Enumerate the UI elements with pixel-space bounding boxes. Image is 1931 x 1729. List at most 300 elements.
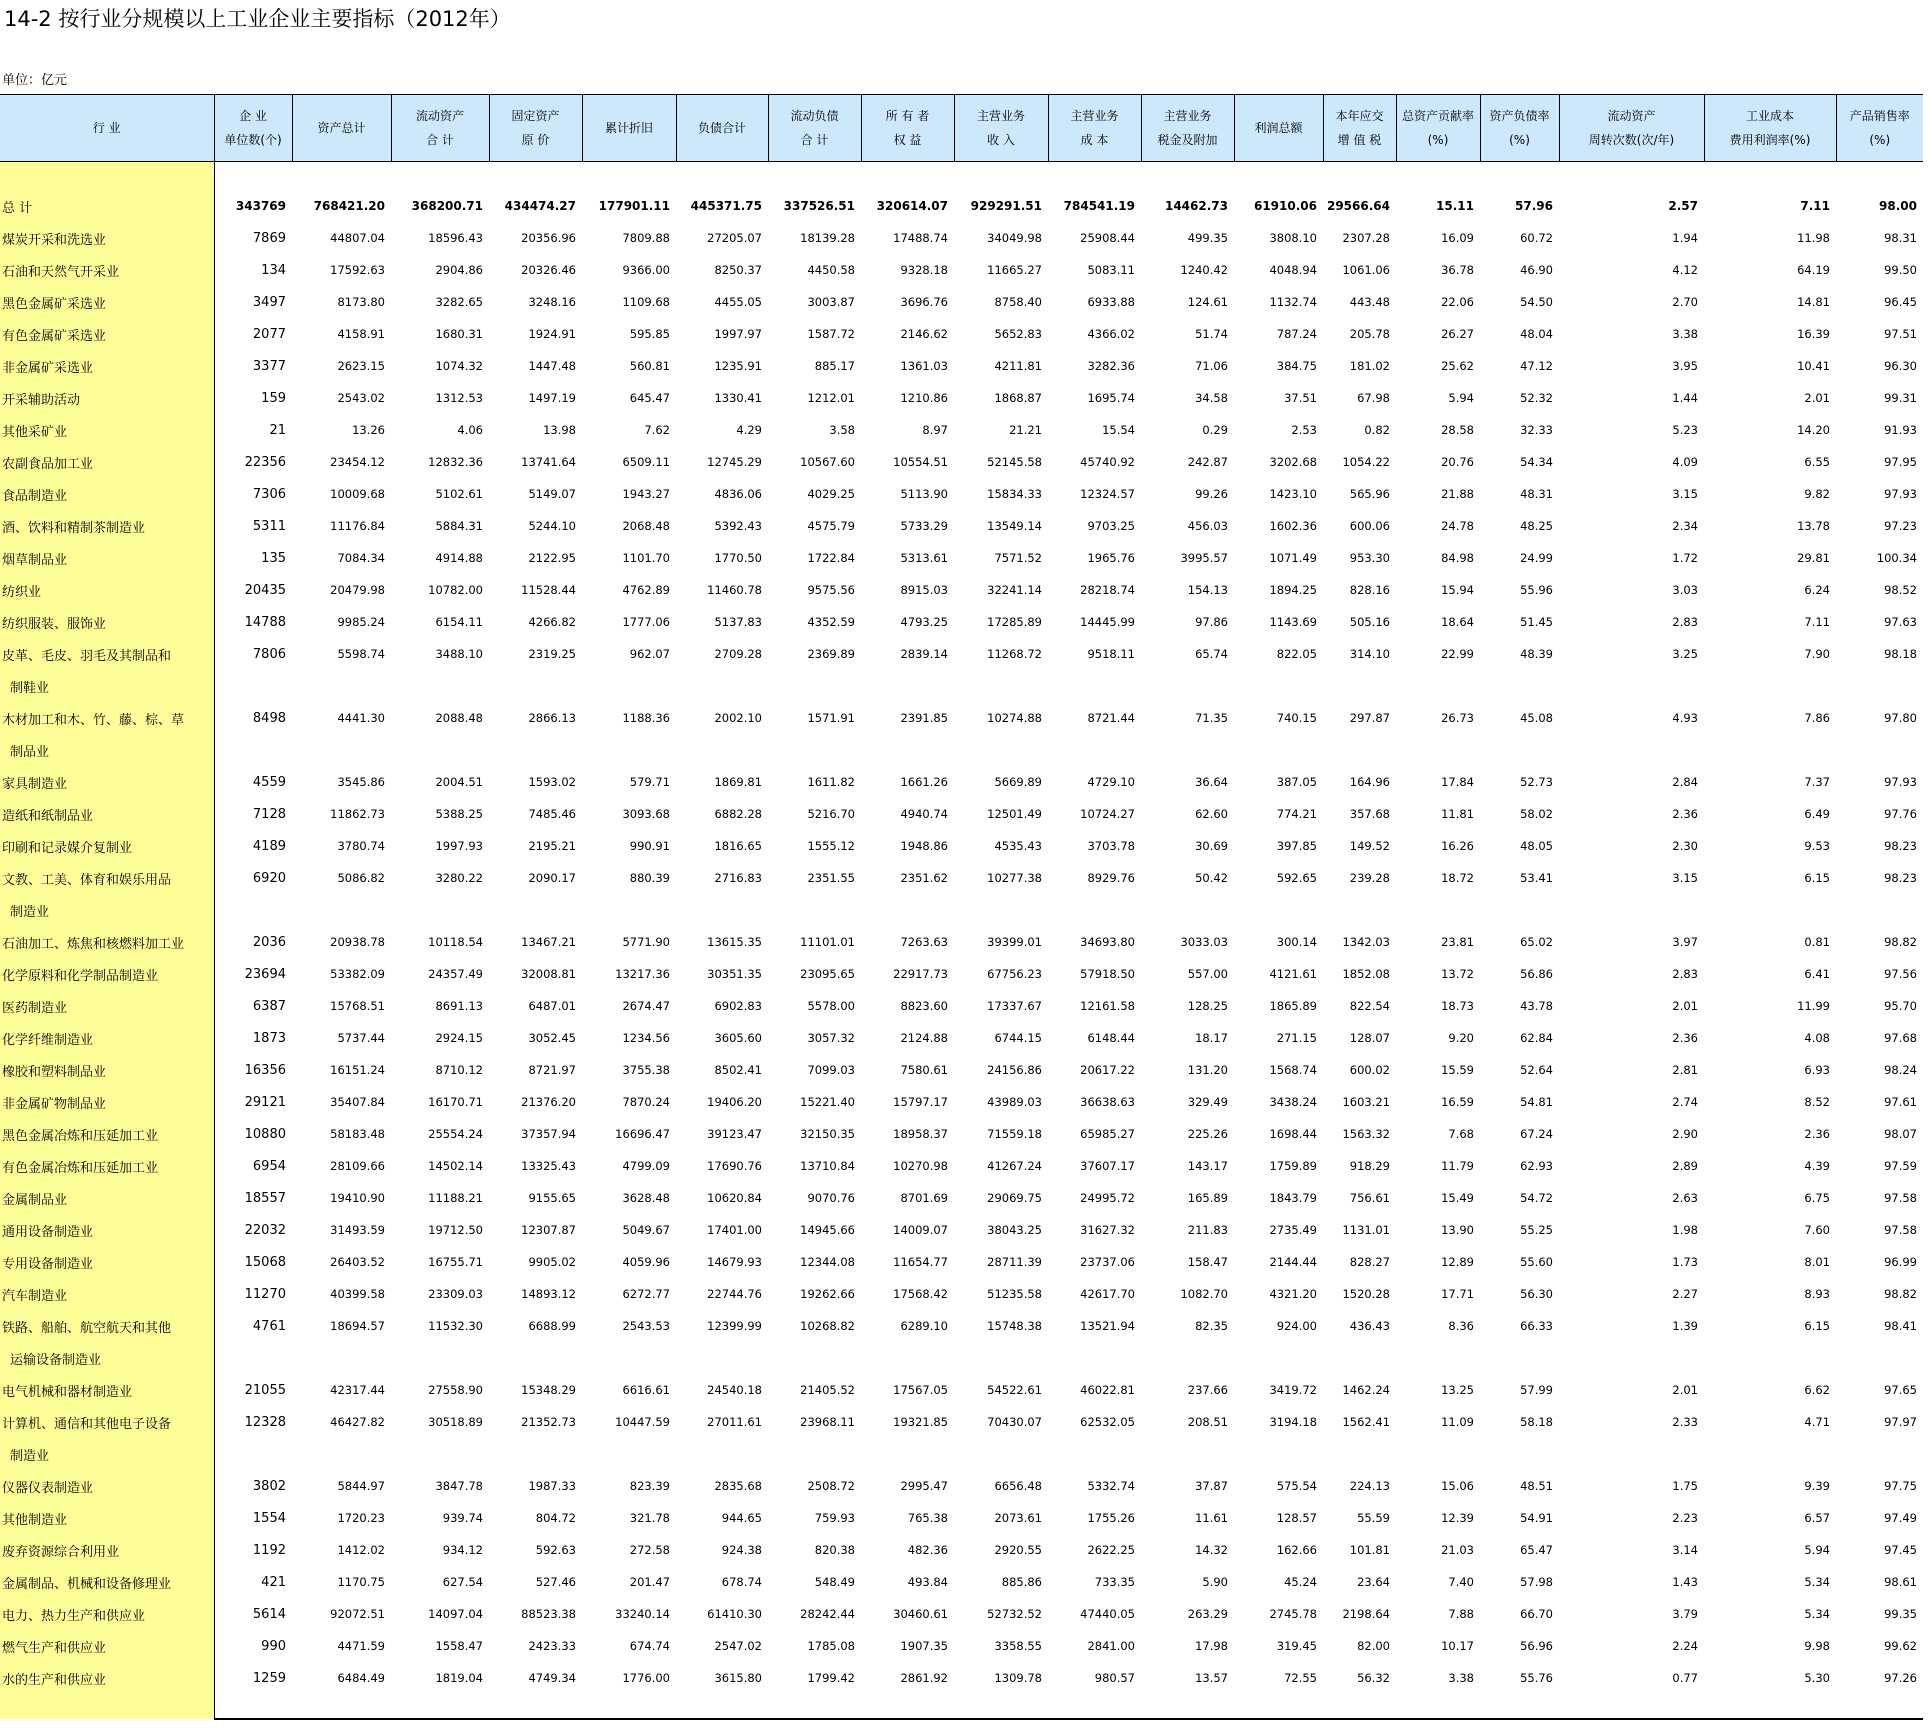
value-cell: 45.08 (1520, 711, 1553, 725)
value-cell: 3438.24 (1269, 1095, 1317, 1109)
value-cell: 1071.49 (1269, 551, 1317, 565)
value-cell: 42317.44 (330, 1383, 385, 1397)
column-header-sublabel: 原 价 (521, 133, 550, 147)
value-cell: 1192 (252, 1542, 286, 1558)
value-cell: 263.29 (1187, 1607, 1228, 1621)
value-cell: 71559.18 (987, 1127, 1042, 1141)
empty-cell (214, 162, 292, 191)
value-cell: 4471.59 (337, 1639, 385, 1653)
value-cell: 368200.71 (411, 199, 483, 213)
value-cell: 321.78 (629, 1511, 670, 1525)
value-cell: 7.86 (1804, 711, 1830, 725)
value-cell: 6387 (252, 998, 286, 1014)
value-cell: 5.90 (1202, 1575, 1228, 1589)
value-cell: 934.12 (442, 1543, 483, 1557)
value-cell: 37357.94 (521, 1127, 576, 1141)
value-cell: 31627.32 (1080, 1223, 1135, 1237)
value-cell: 14502.14 (428, 1159, 483, 1173)
value-cell: 2622.25 (1087, 1543, 1135, 1557)
value-cell: 4266.82 (528, 615, 576, 629)
industry-name: 金属制品业 (0, 1182, 214, 1214)
value-cell: 23.64 (1357, 1575, 1390, 1589)
empty-cell (1836, 162, 1923, 191)
value-cell: 1188.36 (622, 711, 670, 725)
value-cell: 51235.58 (987, 1287, 1042, 1301)
value-cell: 6.62 (1804, 1383, 1830, 1397)
value-cell: 7.60 (1804, 1223, 1830, 1237)
empty-cell (954, 1342, 1048, 1374)
value-cell: 2.83 (1672, 967, 1698, 981)
value-cell: 23737.06 (1080, 1255, 1135, 1269)
empty-cell (1396, 162, 1480, 191)
column-header-sublabel: 周转次数(次/年) (1588, 133, 1675, 147)
value-cell: 11176.84 (330, 519, 385, 533)
value-cell: 16.59 (1441, 1095, 1474, 1109)
value-cell: 6148.44 (1087, 1031, 1135, 1045)
value-cell: 56.86 (1520, 967, 1553, 981)
value-cell: 29.81 (1797, 551, 1830, 565)
value-cell: 99.35 (1884, 1607, 1917, 1621)
value-cell: 12344.08 (800, 1255, 855, 1269)
empty-cell (676, 734, 768, 766)
value-cell: 7128 (252, 806, 286, 822)
value-cell: 99.50 (1884, 263, 1917, 277)
table-row (0, 702, 1923, 734)
value-cell: 600.06 (1349, 519, 1390, 533)
value-cell: 6.93 (1804, 1063, 1830, 1077)
empty-cell (489, 1342, 582, 1374)
value-cell: 37.87 (1195, 1479, 1228, 1493)
value-cell: 885.86 (1001, 1575, 1042, 1589)
value-cell: 4211.81 (994, 359, 1042, 373)
value-cell: 55.25 (1520, 1223, 1553, 1237)
value-cell: 387.05 (1276, 775, 1317, 789)
value-cell: 3703.78 (1087, 839, 1135, 853)
industry-name: 家具制造业 (0, 766, 214, 798)
value-cell: 92072.51 (330, 1607, 385, 1621)
value-cell: 1755.26 (1087, 1511, 1135, 1525)
value-cell: 2.36 (1672, 1031, 1698, 1045)
value-cell: 53382.09 (330, 967, 385, 981)
value-cell: 2423.33 (528, 1639, 576, 1653)
bottom-row (0, 1694, 1923, 1719)
value-cell: 15797.17 (893, 1095, 948, 1109)
value-cell: 8929.76 (1087, 871, 1135, 885)
empty-cell (768, 1438, 861, 1470)
value-cell: 61410.30 (707, 1607, 762, 1621)
value-cell: 499.35 (1187, 231, 1228, 245)
value-cell: 20356.96 (521, 231, 576, 245)
value-cell: 822.54 (1349, 999, 1390, 1013)
value-cell: 11188.21 (428, 1191, 483, 1205)
value-cell: 54.72 (1520, 1191, 1553, 1205)
value-cell: 5737.44 (337, 1031, 385, 1045)
value-cell: 7869 (252, 230, 286, 246)
value-cell: 2.89 (1672, 1159, 1698, 1173)
value-cell: 2543.53 (622, 1319, 670, 1333)
industry-name: 铁路、船舶、航空航天和其他 (0, 1310, 214, 1342)
value-cell: 9575.56 (807, 583, 855, 597)
value-cell: 5049.67 (622, 1223, 670, 1237)
value-cell: 6289.10 (900, 1319, 948, 1333)
value-cell: 768421.20 (313, 199, 385, 213)
column-header-label: 本年应交 (1335, 109, 1384, 123)
value-cell: 15221.40 (800, 1095, 855, 1109)
industry-name: 非金属矿物制品业 (0, 1086, 214, 1118)
value-cell: 30460.61 (893, 1607, 948, 1621)
value-cell: 4321.20 (1269, 1287, 1317, 1301)
value-cell: 579.71 (629, 775, 670, 789)
value-cell: 8915.03 (900, 583, 948, 597)
value-cell: 2.36 (1672, 807, 1698, 821)
value-cell: 3497 (252, 294, 286, 310)
empty-cell (861, 162, 954, 191)
value-cell: 36.64 (1195, 775, 1228, 789)
value-cell: 16.26 (1441, 839, 1474, 853)
value-cell: 55.60 (1520, 1255, 1553, 1269)
column-header (768, 95, 861, 162)
column-header (1234, 95, 1323, 162)
value-cell: 13710.84 (800, 1159, 855, 1173)
value-cell: 2.74 (1672, 1095, 1698, 1109)
value-cell: 11862.73 (330, 807, 385, 821)
empty-cell (768, 162, 861, 191)
empty-cell (1559, 162, 1704, 191)
table-row-continuation (0, 670, 1923, 702)
value-cell: 84.98 (1441, 551, 1474, 565)
value-cell: 10118.54 (428, 935, 483, 949)
value-cell: 24995.72 (1080, 1191, 1135, 1205)
empty-cell (582, 1342, 676, 1374)
value-cell: 1907.35 (900, 1639, 948, 1653)
industry-name: 其他制造业 (0, 1502, 214, 1534)
value-cell: 54.91 (1520, 1511, 1553, 1525)
value-cell: 397.85 (1276, 839, 1317, 853)
value-cell: 30351.35 (707, 967, 762, 981)
value-cell: 48.39 (1520, 647, 1553, 661)
column-header-label: 工业成本 (1745, 109, 1794, 123)
value-cell: 421 (261, 1574, 286, 1590)
value-cell: 272.58 (629, 1543, 670, 1557)
table-row (0, 1214, 1923, 1246)
value-cell: 7571.52 (994, 551, 1042, 565)
value-cell: 1212.01 (807, 391, 855, 405)
value-cell: 5614 (252, 1606, 286, 1622)
value-cell: 924.38 (721, 1543, 762, 1557)
value-cell: 18958.37 (893, 1127, 948, 1141)
value-cell: 15.94 (1441, 583, 1474, 597)
value-cell: 2351.55 (807, 871, 855, 885)
empty-cell (861, 670, 954, 702)
empty-cell (1323, 1438, 1396, 1470)
value-cell: 56.32 (1357, 1671, 1390, 1685)
value-cell: 12307.87 (521, 1223, 576, 1237)
value-cell: 14679.93 (707, 1255, 762, 1269)
value-cell: 11532.30 (428, 1319, 483, 1333)
industry-name: 有色金属矿采选业 (0, 318, 214, 350)
value-cell: 1722.84 (807, 551, 855, 565)
value-cell: 20326.46 (521, 263, 576, 277)
value-cell: 962.07 (629, 647, 670, 661)
value-cell: 14945.66 (800, 1223, 855, 1237)
value-cell: 493.84 (907, 1575, 948, 1589)
empty-cell (1396, 1438, 1480, 1470)
value-cell: 733.35 (1094, 1575, 1135, 1589)
value-cell: 300.14 (1276, 935, 1317, 949)
value-cell: 15748.38 (987, 1319, 1042, 1333)
value-cell: 3282.65 (435, 295, 483, 309)
value-cell: 3033.03 (1180, 935, 1228, 949)
value-cell: 134 (261, 262, 286, 278)
value-cell: 45.24 (1284, 1575, 1317, 1589)
value-cell: 98.41 (1884, 1319, 1917, 1333)
value-cell: 2369.89 (807, 647, 855, 661)
value-cell: 24156.86 (987, 1063, 1042, 1077)
value-cell: 784541.19 (1063, 199, 1135, 213)
header-row (0, 95, 1923, 162)
value-cell: 18.17 (1195, 1031, 1228, 1045)
value-cell: 135 (261, 550, 286, 566)
value-cell: 1843.79 (1269, 1191, 1317, 1205)
value-cell: 128.07 (1349, 1031, 1390, 1045)
table-row (0, 286, 1923, 318)
value-cell: 1680.31 (435, 327, 483, 341)
industry-name: 黑色金属矿采选业 (0, 286, 214, 318)
value-cell: 7.11 (1800, 199, 1830, 213)
value-cell: 16170.71 (428, 1095, 483, 1109)
value-cell: 1.72 (1672, 551, 1698, 565)
value-cell: 319.45 (1276, 1639, 1317, 1653)
column-header (1480, 95, 1559, 162)
value-cell: 17568.42 (893, 1287, 948, 1301)
value-cell: 5137.83 (714, 615, 762, 629)
value-cell: 62532.05 (1080, 1415, 1135, 1429)
value-cell: 29566.64 (1326, 199, 1390, 213)
value-cell: 8823.60 (900, 999, 948, 1013)
value-cell: 9366.00 (622, 263, 670, 277)
value-cell: 158.47 (1187, 1255, 1228, 1269)
value-cell: 6.55 (1804, 455, 1830, 469)
value-cell: 880.39 (629, 871, 670, 885)
empty-cell (954, 670, 1048, 702)
value-cell: 4761 (252, 1318, 286, 1334)
value-cell: 225.26 (1187, 1127, 1228, 1141)
table-row (0, 1150, 1923, 1182)
value-cell: 98.82 (1884, 935, 1917, 949)
value-cell: 38043.25 (987, 1223, 1042, 1237)
industry-name: 开采辅助活动 (0, 382, 214, 414)
value-cell: 1661.26 (900, 775, 948, 789)
value-cell: 1720.23 (337, 1511, 385, 1525)
value-cell: 343769 (235, 199, 286, 213)
value-cell: 5598.74 (337, 647, 385, 661)
value-cell: 65.02 (1520, 935, 1553, 949)
value-cell: 3545.86 (337, 775, 385, 789)
empty-cell (1559, 734, 1704, 766)
value-cell: 1785.08 (807, 1639, 855, 1653)
value-cell: 11654.77 (893, 1255, 948, 1269)
value-cell: 23309.03 (428, 1287, 483, 1301)
value-cell: 5652.83 (994, 327, 1042, 341)
value-cell: 28109.66 (330, 1159, 385, 1173)
empty-cell (676, 894, 768, 926)
value-cell: 1593.02 (528, 775, 576, 789)
value-cell: 1571.91 (807, 711, 855, 725)
column-header (391, 95, 489, 162)
value-cell: 97.23 (1884, 519, 1917, 533)
value-cell: 4729.10 (1087, 775, 1135, 789)
value-cell: 13.72 (1441, 967, 1474, 981)
table-row-continuation (0, 1438, 1923, 1470)
value-cell: 1143.69 (1269, 615, 1317, 629)
table-row (0, 862, 1923, 894)
value-cell: 97.63 (1884, 615, 1917, 629)
value-cell: 12832.36 (428, 455, 483, 469)
value-cell: 2073.61 (994, 1511, 1042, 1525)
value-cell: 8691.13 (435, 999, 483, 1013)
empty-cell (1559, 1438, 1704, 1470)
value-cell: 47440.05 (1080, 1607, 1135, 1621)
value-cell: 4366.02 (1087, 327, 1135, 341)
value-cell: 1568.74 (1269, 1063, 1317, 1077)
value-cell: 2307.28 (1342, 231, 1390, 245)
column-header-label: 产品销售率 (1849, 109, 1910, 123)
value-cell: 6.24 (1804, 583, 1830, 597)
value-cell: 3052.45 (528, 1031, 576, 1045)
value-cell: 43.78 (1520, 999, 1553, 1013)
value-cell: 774.21 (1276, 807, 1317, 821)
empty-cell (676, 1694, 768, 1719)
value-cell: 24357.49 (428, 967, 483, 981)
empty-cell (954, 1694, 1048, 1719)
value-cell: 52732.52 (987, 1607, 1042, 1621)
empty-cell (1704, 894, 1836, 926)
value-cell: 28711.39 (987, 1255, 1042, 1269)
empty-cell (1836, 670, 1923, 702)
value-cell: 65985.27 (1080, 1127, 1135, 1141)
value-cell: 1770.50 (714, 551, 762, 565)
value-cell: 5844.97 (337, 1479, 385, 1493)
value-cell: 4121.61 (1269, 967, 1317, 981)
value-cell: 7099.03 (807, 1063, 855, 1077)
value-cell: 95.70 (1884, 999, 1917, 1013)
value-cell: 54.50 (1520, 295, 1553, 309)
value-cell: 10.17 (1441, 1639, 1474, 1653)
column-header (1141, 95, 1234, 162)
industry-name: 医药制造业 (0, 990, 214, 1022)
value-cell: 15834.33 (987, 487, 1042, 501)
value-cell: 28242.44 (800, 1607, 855, 1621)
value-cell: 149.52 (1349, 839, 1390, 853)
value-cell: 15.11 (1436, 199, 1474, 213)
value-cell: 4575.79 (807, 519, 855, 533)
value-cell: 600.02 (1349, 1063, 1390, 1077)
value-cell: 357.68 (1349, 807, 1390, 821)
column-header (0, 95, 214, 162)
value-cell: 4836.06 (714, 487, 762, 501)
value-cell: 1987.33 (528, 1479, 576, 1493)
value-cell: 3.97 (1672, 935, 1698, 949)
value-cell: 1447.48 (528, 359, 576, 373)
value-cell: 2920.55 (994, 1543, 1042, 1557)
value-cell: 20.76 (1441, 455, 1474, 469)
value-cell: 9328.18 (900, 263, 948, 277)
value-cell: 22.99 (1441, 647, 1474, 661)
value-cell: 58.18 (1520, 1415, 1553, 1429)
industry-name: 非金属矿采选业 (0, 350, 214, 382)
value-cell: 23.81 (1441, 935, 1474, 949)
value-cell: 3488.10 (435, 647, 483, 661)
value-cell: 237.66 (1187, 1383, 1228, 1397)
value-cell: 7263.63 (900, 935, 948, 949)
empty-cell (1323, 162, 1396, 191)
value-cell: 8721.97 (528, 1063, 576, 1077)
column-header-label: 主营业务 (976, 109, 1025, 123)
value-cell: 505.16 (1349, 615, 1390, 629)
value-cell: 4.93 (1672, 711, 1698, 725)
value-cell: 62.84 (1520, 1031, 1553, 1045)
value-cell: 10.41 (1797, 359, 1830, 373)
empty-cell (1323, 734, 1396, 766)
empty-cell (1704, 1342, 1836, 1374)
empty-cell (1048, 1694, 1141, 1719)
value-cell: 6509.11 (622, 455, 670, 469)
value-cell: 3057.32 (807, 1031, 855, 1045)
empty-cell (1234, 1342, 1323, 1374)
value-cell: 13.90 (1441, 1223, 1474, 1237)
value-cell: 1520.28 (1342, 1287, 1390, 1301)
value-cell: 1109.68 (622, 295, 670, 309)
value-cell: 42617.70 (1080, 1287, 1135, 1301)
value-cell: 11268.72 (987, 647, 1042, 661)
value-cell: 3605.60 (714, 1031, 762, 1045)
value-cell: 820.38 (814, 1543, 855, 1557)
value-cell: 5149.07 (528, 487, 576, 501)
value-cell: 11460.78 (707, 583, 762, 597)
value-cell: 1462.24 (1342, 1383, 1390, 1397)
value-cell: 19321.85 (893, 1415, 948, 1429)
value-cell: 14788 (244, 614, 286, 630)
value-cell: 65.47 (1520, 1543, 1553, 1557)
value-cell: 12.89 (1441, 1255, 1474, 1269)
value-cell: 97.75 (1884, 1479, 1917, 1493)
value-cell: 56.96 (1520, 1639, 1553, 1653)
column-header (292, 95, 391, 162)
value-cell: 10277.38 (987, 871, 1042, 885)
value-cell: 55.59 (1357, 1511, 1390, 1525)
table-row (0, 1502, 1923, 1534)
value-cell: 2904.86 (435, 263, 483, 277)
value-cell: 4.08 (1804, 1031, 1830, 1045)
value-cell: 20435 (244, 582, 286, 598)
value-cell: 52.73 (1520, 775, 1553, 789)
value-cell: 3.38 (1672, 327, 1698, 341)
value-cell: 97.76 (1884, 807, 1917, 821)
value-cell: 17401.00 (707, 1223, 762, 1237)
value-cell: 9.82 (1804, 487, 1830, 501)
value-cell: 13.25 (1441, 1383, 1474, 1397)
empty-cell (676, 162, 768, 191)
value-cell: 1997.97 (714, 327, 762, 341)
unit-label: 单位：亿元 (2, 73, 68, 88)
value-cell: 2995.47 (900, 1479, 948, 1493)
empty-cell (1396, 894, 1480, 926)
value-cell: 3847.78 (435, 1479, 483, 1493)
value-cell: 14445.99 (1080, 615, 1135, 629)
column-header (676, 95, 768, 162)
value-cell: 91.93 (1884, 423, 1917, 437)
value-cell: 97.95 (1884, 455, 1917, 469)
